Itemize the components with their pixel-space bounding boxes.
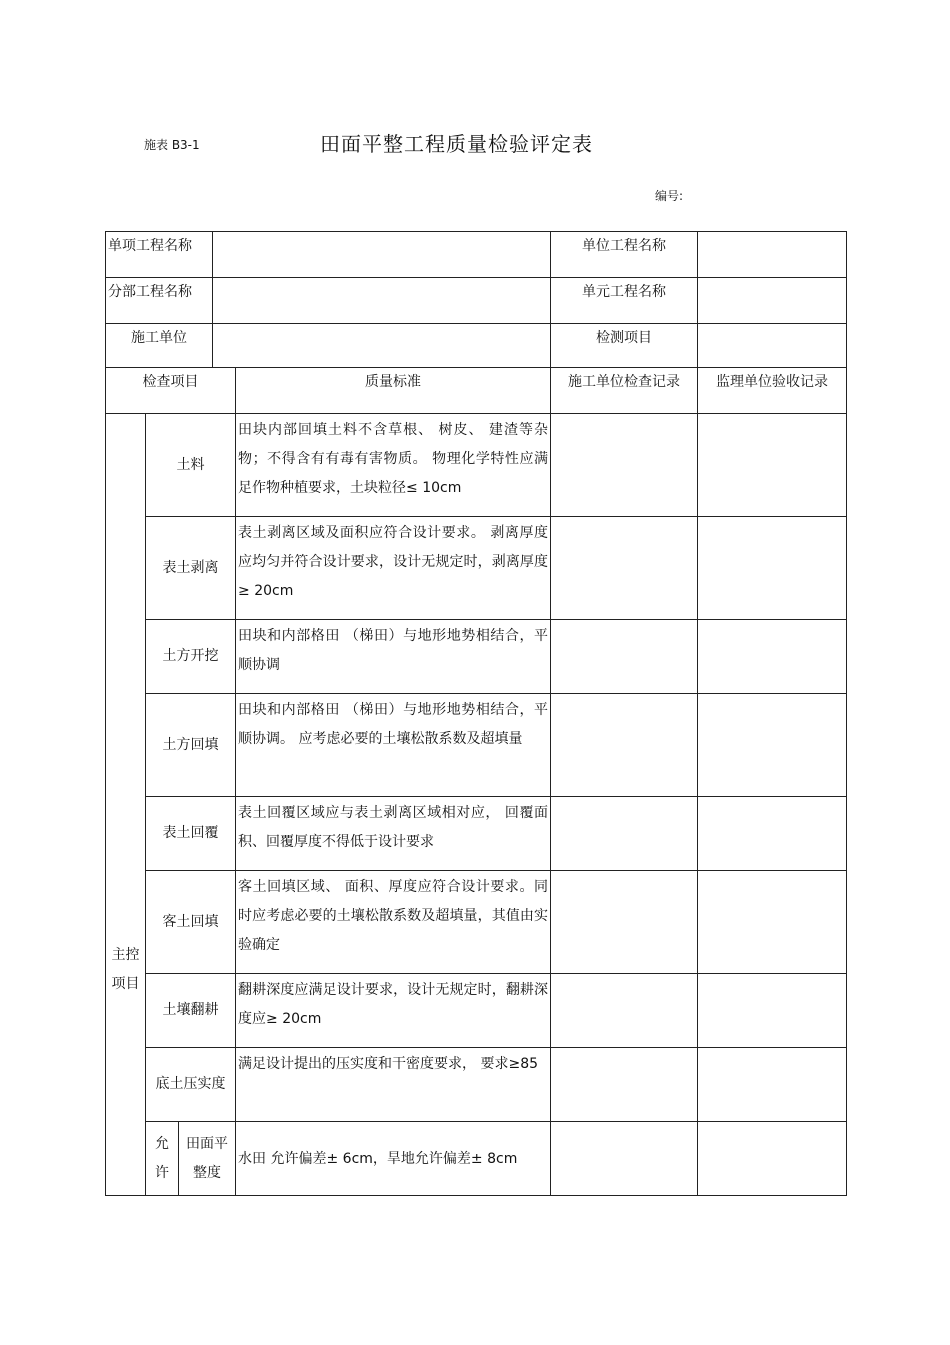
tolerance-label-line: 允 xyxy=(155,1135,169,1152)
table-row xyxy=(106,414,847,517)
group-label-line: 项目 xyxy=(111,975,140,992)
item-name: 表土剥离 xyxy=(146,517,236,620)
item-standard: 表土回覆区域应与表土剥离区域相对应， 回覆面积、回覆厚度不得低于设计要求 xyxy=(236,797,551,871)
main-control-group-label xyxy=(106,414,146,1196)
info-row xyxy=(106,278,847,324)
test-item-label: 检测项目 xyxy=(551,324,698,368)
table-row xyxy=(106,974,847,1048)
table-row xyxy=(106,517,847,620)
tolerance-label xyxy=(146,1122,179,1196)
supervisor-record-cell[interactable] xyxy=(698,797,847,871)
table-row xyxy=(106,797,847,871)
item-name: 客土回填 xyxy=(146,871,236,974)
contractor-record-cell[interactable] xyxy=(551,517,698,620)
element-project-name-value[interactable] xyxy=(698,278,847,324)
info-row xyxy=(106,324,847,368)
contractor-record-cell[interactable] xyxy=(551,871,698,974)
column-header-contractor-record: 施工单位检查记录 xyxy=(551,368,698,414)
unit-project-name-label: 单位工程名称 xyxy=(551,232,698,278)
column-header-standard: 质量标准 xyxy=(236,368,551,414)
contractor-record-cell[interactable] xyxy=(551,620,698,694)
tolerance-item-name xyxy=(179,1122,236,1196)
contractor-value[interactable] xyxy=(213,324,551,368)
item-name: 土方回填 xyxy=(146,694,236,797)
item-name: 底土压实度 xyxy=(146,1048,236,1122)
supervisor-record-cell[interactable] xyxy=(698,620,847,694)
group-label-line: 主控 xyxy=(111,946,140,963)
division-project-name-label: 分部工程名称 xyxy=(106,278,213,324)
supervisor-record-cell[interactable] xyxy=(698,974,847,1048)
contractor-record-cell[interactable] xyxy=(551,694,698,797)
contractor-label: 施工单位 xyxy=(106,324,213,368)
item-standard: 满足设计提出的压实度和干密度要求， 要求≥85 xyxy=(236,1048,551,1122)
contractor-record-cell[interactable] xyxy=(551,974,698,1048)
supervisor-record-cell[interactable] xyxy=(698,1048,847,1122)
element-project-name-label: 单元工程名称 xyxy=(551,278,698,324)
table-row xyxy=(106,871,847,974)
supervisor-record-cell[interactable] xyxy=(698,517,847,620)
supervisor-record-cell[interactable] xyxy=(698,871,847,974)
tolerance-item-line: 整度 xyxy=(193,1164,222,1181)
unit-project-name-value[interactable] xyxy=(698,232,847,278)
project-item-name-label: 单项工程名称 xyxy=(106,232,213,278)
form-code: 施表 B3-1 xyxy=(144,138,200,152)
tolerance-label-line: 许 xyxy=(155,1164,169,1181)
division-project-name-value[interactable] xyxy=(213,278,551,324)
item-standard: 翻耕深度应满足设计要求，设计无规定时，翻耕深 度应≥ 20cm xyxy=(236,974,551,1048)
contractor-record-cell[interactable] xyxy=(551,414,698,517)
contractor-record-cell[interactable] xyxy=(551,1048,698,1122)
item-standard: 田块内部回填土料不含草根、 树皮、 建渣等杂物；不得含有有毒有害物质。 物理化学特性应满足作物种植要求，土块粒径≤ 10cm xyxy=(236,414,551,517)
table-row xyxy=(106,694,847,797)
table-row xyxy=(106,620,847,694)
test-item-value[interactable] xyxy=(698,324,847,368)
item-name: 表土回覆 xyxy=(146,797,236,871)
table-row xyxy=(106,1048,847,1122)
serial-number-label: 编号: xyxy=(655,189,684,203)
tolerance-standard: 水田 允许偏差± 6cm，旱地允许偏差± 8cm xyxy=(236,1122,551,1196)
item-name: 土壤翻耕 xyxy=(146,974,236,1048)
item-standard: 田块和内部格田 （梯田）与地形地势相结合，平顺协调。 应考虑必要的土壤松散系数及超填量 xyxy=(236,694,551,797)
column-header-supervisor-record: 监理单位验收记录 xyxy=(698,368,847,414)
item-standard: 表土剥离区域及面积应符合设计要求。 剥离厚度应均匀并符合设计要求，设计无规定时，剥离厚度≥ 20cm xyxy=(236,517,551,620)
inspection-form-table xyxy=(105,231,847,1196)
column-header-row xyxy=(106,368,847,414)
supervisor-record-cell[interactable] xyxy=(698,694,847,797)
tolerance-item-line: 田面平 xyxy=(186,1135,229,1152)
project-item-name-value[interactable] xyxy=(213,232,551,278)
item-standard: 田块和内部格田 （梯田）与地形地势相结合，平顺协调 xyxy=(236,620,551,694)
contractor-record-cell[interactable] xyxy=(551,1122,698,1196)
supervisor-record-cell[interactable] xyxy=(698,1122,847,1196)
contractor-record-cell[interactable] xyxy=(551,797,698,871)
item-standard: 客土回填区域、 面积、厚度应符合设计要求。同时应考虑必要的土壤松散系数及超填量，其值由实验确定 xyxy=(236,871,551,974)
info-row xyxy=(106,232,847,278)
document-title: 田面平整工程质量检验评定表 xyxy=(320,132,593,156)
supervisor-record-cell[interactable] xyxy=(698,414,847,517)
table-row xyxy=(106,1122,847,1196)
item-name: 土料 xyxy=(146,414,236,517)
item-name: 土方开挖 xyxy=(146,620,236,694)
column-header-item: 检查项目 xyxy=(106,368,236,414)
